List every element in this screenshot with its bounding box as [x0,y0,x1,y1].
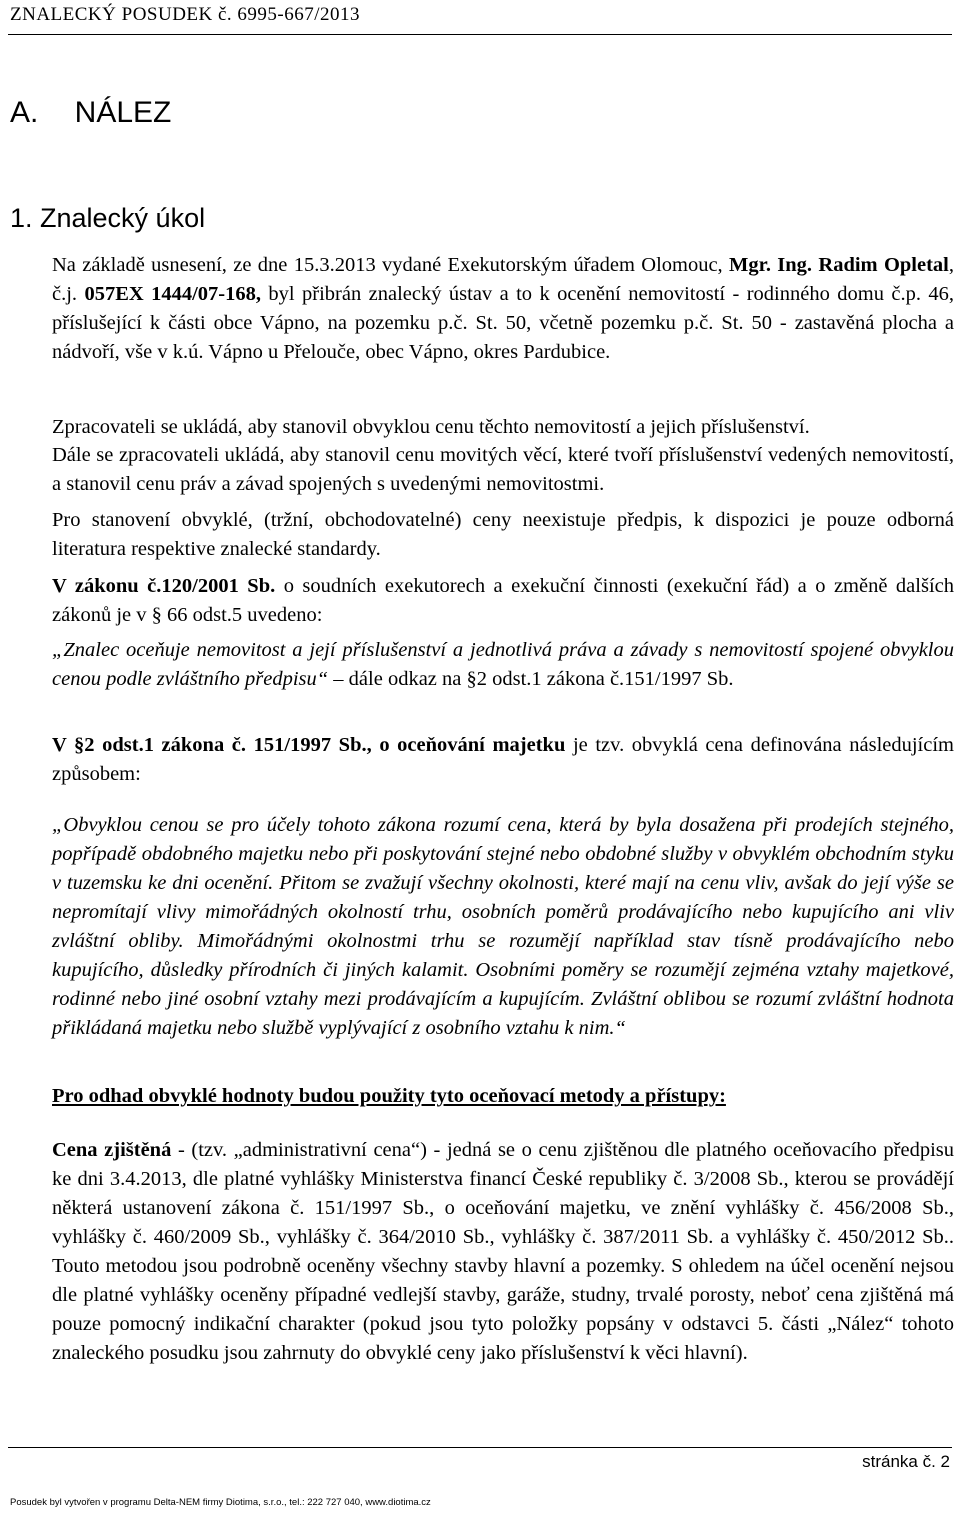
footer-divider [8,1447,952,1448]
text-run-bold: Cena zjištěná [52,1139,172,1161]
text-run: , č.j. [52,254,954,305]
text-run-italic: „Znalec oceňuje nemovitost a její příslušenství a jednotlivá práva a závady s nemovitostí spojené obvyklou cenou podle zvláštního předpisu“ [52,639,954,690]
document-header-title: ZNALECKÝ POSUDEK č. 6995-667/2013 [10,4,361,25]
page-number: stránka č. 2 [862,1452,950,1471]
text-run: – dále odkaz na §2 odst.1 zákona č.151/1997 Sb. [328,668,734,690]
paragraph-text: Dále se zpracovateli ukládá, aby stanovil cenu movitých věcí, které tvoří příslušenství vedených nemovitostí, a stanovil cenu práv a závad spojených s uvedenými nemovitostmi. [52,444,954,495]
subsection-heading: 1. Znalecký úkol [10,203,206,233]
section-heading: A. NÁLEZ [10,96,172,129]
text-run: Na základě usnesení, ze dne 15.3.2013 vydané Exekutorským úřadem Olomouc, [52,254,730,276]
text-run: - (tzv. „administrativní cena“) - jedná se o cenu zjištěnou dle platného oceňovacího předpisu ke dni 3.4.2013, dle platné vyhlášky Ministerstva financí České republiky č. 3/2008 Sb., kterou se provádějí některá ustanovení zákona č. 151/1997 Sb., o oceňování majetku, ve znění vyhlášky č. 456/2008 Sb., vyhlášky č. 460/2009 Sb., vyhlášky č. 364/2010 Sb., vyhlášky č. 387/2011 Sb. a vyhlášky č. 450/2012 Sb.. Touto metodou jsou podrobně oceněny všechny stavby hlavní a pozemky. S ohledem na účel ocenění nejsou dle platné vyhlášky oceněny případné vedlejší stavby, garáže, studny, trvalé porosty, neboť cena zjištěná má pouze pomocný indikační charakter (pokud jsou tyto položky popsány v odstavci 5. části „Nález“ tohoto znaleckého posudku jsou zahrnuty do obvyklé ceny jako příslušenství k věci hlavní). [52,1139,955,1364]
paragraph-law-151 [52,731,954,789]
methods-heading [52,1082,954,1111]
paragraph-text: „Obvyklou cenou se pro účely tohoto zákona rozumí cena, která by byla dosažena při prodejích stejného, popřípadě obdobného majetku nebo při poskytování stejné nebo obdobné služby v obvyklém obchodním styku v tuzemsku ke dni ocenění. Přitom se zvažují všechny okolnosti, které mají na cenu vliv, avšak do její výše se nepromítají vlivy mimořádných okolností trhu, osobních poměrů prodávajícího nebo kupujícího ani vliv zvláštní obliby. Mimořádnými okolnostmi trhu se rozumějí například stav tísně prodávajícího nebo kupujícího, důsledky přírodních či jiných kalamit. Osobními poměry se rozumějí zejména vztahy majetkové, rodinné nebo jiné osobní vztahy mezi prodávajícím a kupujícím. Zvláštní oblibou se rozumí zvláštní hodnota přikládaná majetku nebo službě vyplývající z osobního vztahu k nim.“ [52,814,954,1039]
paragraph-text: Zpracovateli se ukládá, aby stanovil obvyklou cenu těchto nemovitostí a jejich příslušenství. [52,416,810,438]
text-run-bold-underline: Pro odhad obvyklé hodnoty budou použity tyto oceňovací metody a přístupy: [52,1085,726,1107]
paragraph-task-price [52,413,954,442]
paragraph-law-120 [52,572,954,630]
paragraph-task-movables [52,441,954,499]
text-run-bold: 057EX 1444/07-168, [84,283,262,305]
quote-expert-valuation [52,636,954,694]
text-run-bold: V zákonu č.120/2001 Sb. [52,575,276,597]
text-run-bold: Mgr. Ing. Radim Opletal [729,254,949,276]
text-run: byl přibrán znalecký ústav a to k ocenění nemovitostí - rodinného domu č.p. 46, příslušející k části obce Vápno, na pozemku p.č. St. 50, včetně pozemku p.č. St. 50 - zastavěná plocha a nádvoří, vše v k.ú. Vápno u Přelouče, obec Vápno, okres Pardubice. [52,283,955,363]
paragraph-no-regulation [52,506,954,564]
quote-usual-price-definition [52,811,954,1043]
paragraph-assignment [52,251,954,367]
footer-credit: Posudek byl vytvořen v programu Delta-NEM firmy Diotima, s.r.o., tel.: 222 727 040, www.diotima.cz [10,1497,431,1508]
paragraph-text: Pro stanovení obvyklé, (tržní, obchodovatelné) ceny neexistuje předpis, k dispozici je pouze odborná literatura respektive znalecké standardy. [52,509,954,560]
text-run-bold: V §2 odst.1 zákona č. 151/1997 Sb., o oceňování majetku [52,734,566,756]
paragraph-determined-price [52,1136,954,1368]
header-divider [8,34,952,35]
text-run: je tzv. obvyklá cena definována následujícím způsobem: [52,734,954,785]
text-run: o soudních exekutorech a exekuční činnosti (exekuční řád) a o změně dalších zákonů je v § 66 odst.5 uvedeno: [52,575,954,626]
